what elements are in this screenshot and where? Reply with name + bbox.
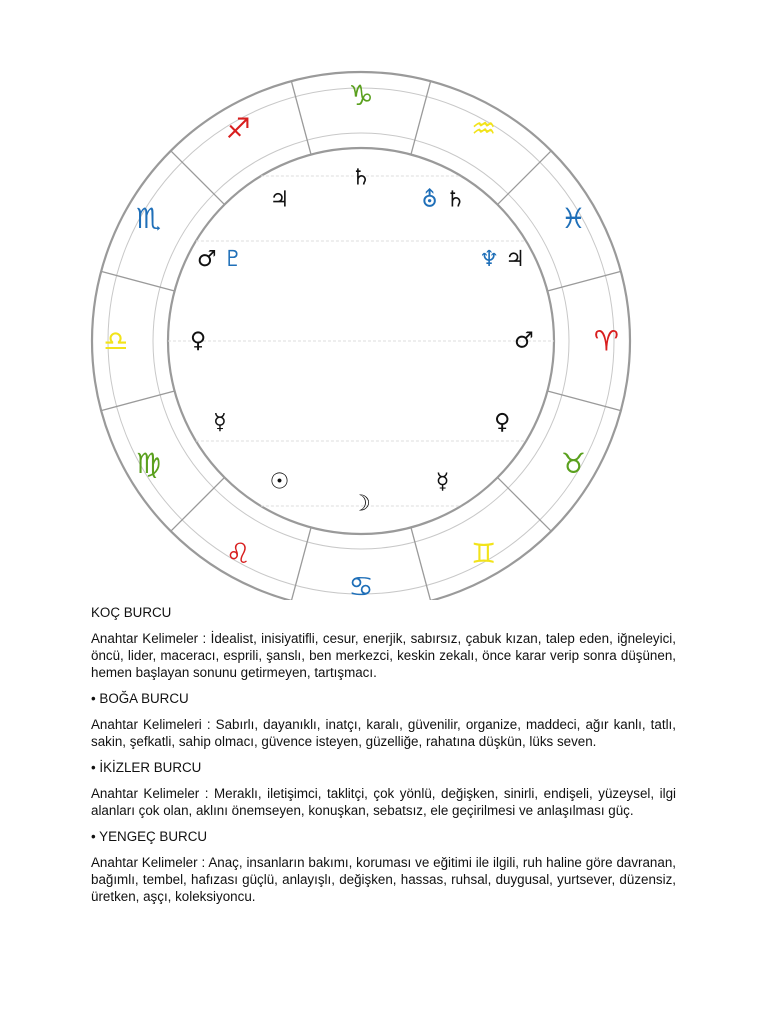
sector-divider	[497, 151, 551, 205]
taurus-icon: ♉	[560, 447, 587, 481]
sector-divider	[497, 477, 551, 531]
wheel-lines	[92, 72, 630, 600]
section-body: Anahtar Kelimeler : Anaç, insanların bakımı, koruması ve eğitimi ile ilgili, ruh haline göre davranan, bağımlı, tembel, hafızası güçlü, anlayışlı, değişken, hassas, ruhsal, duygusal, yurtsever, düzensiz, üretken, aşçı, koleksiyoncu.	[91, 855, 676, 904]
gemini-icon: ♊	[471, 536, 497, 570]
pluto-icon: ♇	[222, 247, 243, 272]
neptune-icon: ♆	[479, 247, 500, 272]
section-body: Anahtar Kelimeler : İdealist, inisiyatifli, cesur, enerjik, sabırsız, çabuk kızan, talep eden, iğneleyici, öncü, lider, maceracı, esprili, şanslı, ben merkezci, keskin zekalı, önce karar verip sonra düşünen, hemen başlayan sonunu getirmeyen, tartışmacı.	[91, 631, 676, 680]
sector-divider	[171, 477, 225, 531]
section-heading: • YENGEÇ BURCU	[91, 829, 208, 844]
sector-divider	[171, 151, 225, 205]
section-aries	[91, 604, 676, 681]
mercury-icon: ☿	[213, 410, 227, 435]
jupiter-icon: ♃	[505, 247, 526, 272]
saturn-icon: ♄	[445, 187, 466, 213]
section-heading: • İKİZLER BURCU	[91, 760, 202, 775]
virgo-icon: ♍	[135, 447, 162, 481]
mars-icon: ♂	[196, 247, 217, 272]
outer-ring	[92, 72, 630, 600]
libra-icon: ♎	[103, 324, 129, 358]
aquarius-icon: ♒	[471, 112, 497, 146]
sign-descriptions	[91, 604, 676, 914]
capricorn-icon: ♑	[348, 79, 374, 113]
venus-icon: ♀	[494, 410, 511, 435]
uranus-icon: ⛢	[421, 187, 438, 213]
pisces-icon: ♓	[560, 201, 587, 235]
moon-icon: ☽	[351, 491, 371, 517]
section-heading: KOÇ BURCU	[91, 605, 172, 620]
sagittarius-icon: ♐	[225, 112, 251, 146]
section-gemini	[91, 759, 676, 819]
mercury-icon: ☿	[435, 469, 450, 495]
sun-icon: ☉	[269, 469, 290, 495]
section-heading: • BOĞA BURCU	[91, 691, 189, 706]
leo-icon: ♌	[225, 536, 251, 570]
cancer-icon: ♋	[348, 569, 374, 600]
mars-icon: ♂	[514, 328, 534, 354]
ruling-planets	[190, 166, 534, 517]
section-cancer	[91, 828, 676, 905]
jupiter-icon: ♃	[269, 187, 290, 213]
venus-icon: ♀	[189, 328, 207, 354]
saturn-icon: ♄	[351, 165, 371, 191]
section-body: Anahtar Kelimeleri : Sabırlı, dayanıklı, inatçı, karalı, güvenilir, organize, maddeci, ağır kanlı, tatlı, sakin, şefkatli, sahip olmacı, güvence isteyen, güzelliğe, rahatına düşkün, lüks seven.	[91, 717, 676, 749]
section-body: Anahtar Kelimeler : Meraklı, iletişimci, taklitçi, çok yönlü, değişken, sinirli, endişeli, yüzeysel, ilgi alanları çok olan, aklını önemseyen, konuşkan, sebatsız, ele geçirilmesi ve anlaşılması güç.	[91, 786, 676, 818]
section-taurus	[91, 690, 676, 750]
scorpio-icon: ♏	[135, 201, 162, 235]
aries-icon: ♈	[593, 324, 619, 358]
